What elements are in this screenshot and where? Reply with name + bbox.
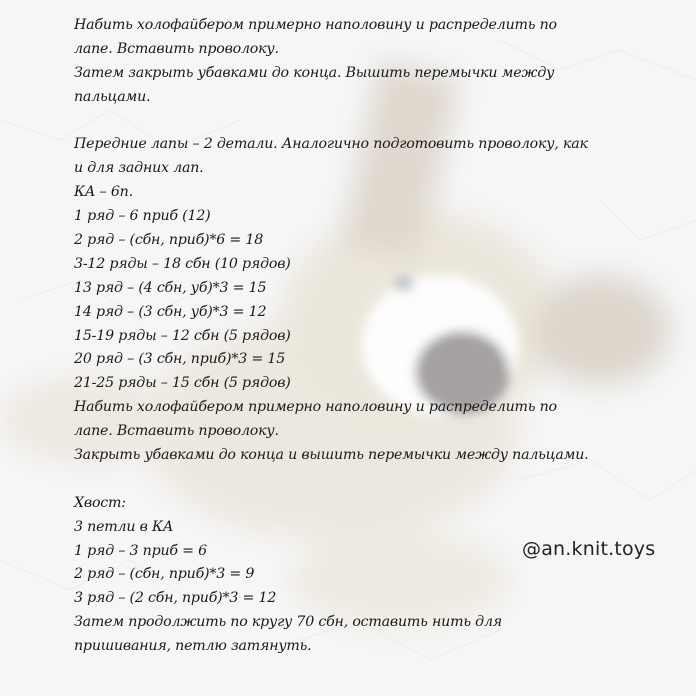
text-line: Затем закрыть убавками до конца. Вышить перемычки между [74,64,555,81]
blank-line [74,468,674,492]
text-line: 13 ряд – (4 сбн, уб)*3 = 15 [74,279,267,296]
text-line: 14 ряд – (3 сбн, уб)*3 = 12 [74,303,267,320]
text-line: Набить холофайбером примерно наполовину и распределить по [74,17,557,33]
text-line: лапе. Вставить проволоку. [74,423,279,440]
text-line: лапе. Вставить проволоку. [74,40,279,57]
text-line: 2 ряд – (сбн, приб)*6 = 18 [74,232,264,249]
text-line: 15-19 ряды – 12 сбн (5 рядов) [74,327,291,344]
section-heading-tail: Хвост: [74,494,126,511]
text-line: Закрыть убавками до конца и вышить перемычки между пальцами. [74,447,589,464]
text-line: 2 ряд – (сбн, приб)*3 = 9 [74,566,255,583]
text-line: 3-12 ряды – 18 сбн (10 рядов) [74,255,291,272]
text-line: 1 ряд – 3 приб = 6 [74,542,208,559]
text-line: Передние лапы – 2 детали. Аналогично подготовить проволоку, как [74,136,588,153]
text-line: 20 ряд – (3 сбн, приб)*3 = 15 [74,351,286,368]
text-line: 1 ряд – 6 приб (12) [74,208,211,225]
text-line: КА – 6п. [74,184,133,201]
blank-line [74,110,674,134]
text-line: 21-25 ряды – 15 сбн (5 рядов) [74,375,291,392]
text-line: Затем продолжить по кругу 70 сбн, оставить нить для [74,614,502,631]
text-line: Набить холофайбером примерно наполовину и распределить по [74,399,557,416]
text-line: и для задних лап. [74,160,204,177]
text-line: 3 ряд – (2 сбн, приб)*3 = 12 [74,590,277,607]
pattern-instructions [74,14,674,659]
text-line: 3 петли в КА [74,518,174,535]
author-watermark: @an.knit.toys [522,538,656,560]
text-line: пальцами. [74,88,151,105]
text-line: пришивания, петлю затянуть. [74,638,312,655]
